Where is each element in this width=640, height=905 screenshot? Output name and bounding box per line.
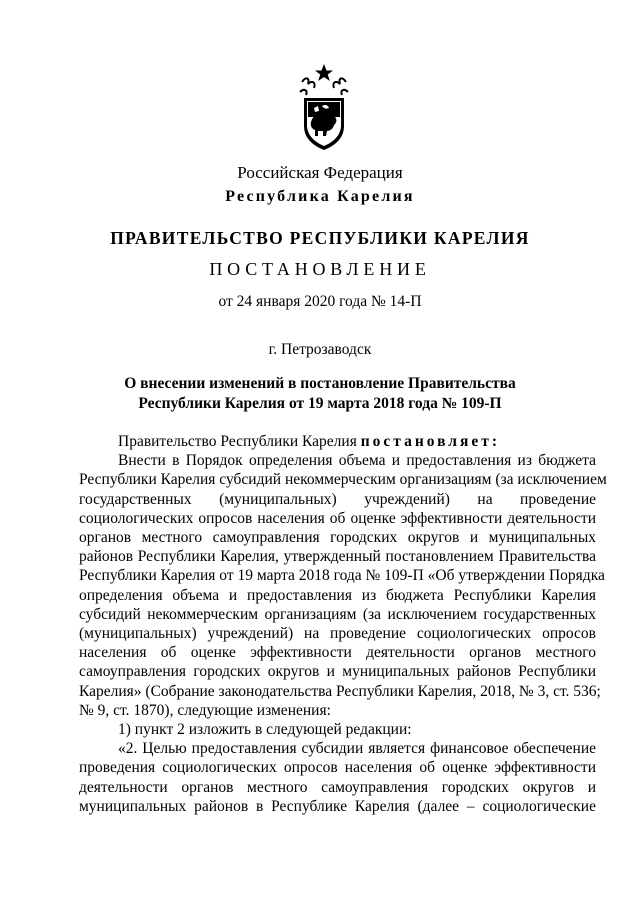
body-line: муниципальных районов в Республике Карелия (далее – социологические: [79, 797, 596, 815]
body-line: Внести в Порядок определения объема и предоставления из бюджета: [118, 452, 596, 470]
body-line: определения объема и предоставления из бюджета Республики Карелия: [79, 586, 596, 604]
body-line: Республики Карелия субсидий некоммерческим организациям (за исключением: [79, 471, 607, 489]
body-line: социологических опросов населения об оценке эффективности деятельности: [79, 509, 596, 527]
body-line: районов Республики Карелия, утвержденный постановлением Правительства: [79, 548, 596, 566]
body-line: Карелия» (Собрание законодательства Республики Карелия, 2018, № 3, ст. 536;: [79, 682, 601, 700]
country-name: Российская Федерация: [237, 163, 403, 182]
body-line: № 9, ст. 1870), следующие изменения:: [79, 701, 331, 719]
body-line: 1) пункт 2 изложить в следующей редакции:: [118, 721, 412, 739]
document-date-number: от 24 января 2020 года № 14-П: [218, 293, 422, 310]
document-body: [79, 432, 607, 816]
karelia-coat-of-arms-icon: [296, 62, 352, 152]
document-type: ПОСТАНОВЛЕНИЕ: [209, 259, 431, 279]
preamble-text: Правительство Республики Карелия: [118, 433, 361, 450]
government-title: ПРАВИТЕЛЬСТВО РЕСПУБЛИКИ КАРЕЛИЯ: [110, 228, 530, 248]
city-name: г. Петрозаводск: [268, 341, 372, 358]
body-line: (муниципальных) учреждений) на проведение социологических опросов: [79, 625, 596, 643]
body-line: населения об оценке эффективности деятельности органов местного: [79, 644, 596, 662]
body-line: деятельности органов местного самоуправления городских округов и: [79, 778, 596, 796]
body-line: государственных (муниципальных) учреждений) на проведение: [79, 490, 596, 508]
body-line: «2. Целью предоставления субсидии является финансовое обеспечение: [118, 740, 596, 758]
preamble-decree-word: постановляет:: [360, 433, 501, 450]
republic-name: Республика Карелия: [225, 188, 415, 205]
subject-line: Республики Карелия от 19 марта 2018 года № 109-П: [138, 395, 502, 412]
body-line: органов местного самоуправления городских округов и муниципальных: [79, 529, 596, 547]
body-line: самоуправления городских округов и муниципальных районов Республики: [79, 663, 596, 681]
body-line: проведения социологических опросов населения об оценке эффективности: [79, 759, 596, 777]
body-line: Республики Карелия от 19 марта 2018 года № 109-П «Об утверждении Порядка: [79, 567, 605, 585]
body-line: субсидий некоммерческим организациям (за исключением государственных: [79, 605, 596, 623]
preamble: [79, 432, 596, 451]
subject-line: О внесении изменений в постановление Правительства: [124, 375, 516, 392]
